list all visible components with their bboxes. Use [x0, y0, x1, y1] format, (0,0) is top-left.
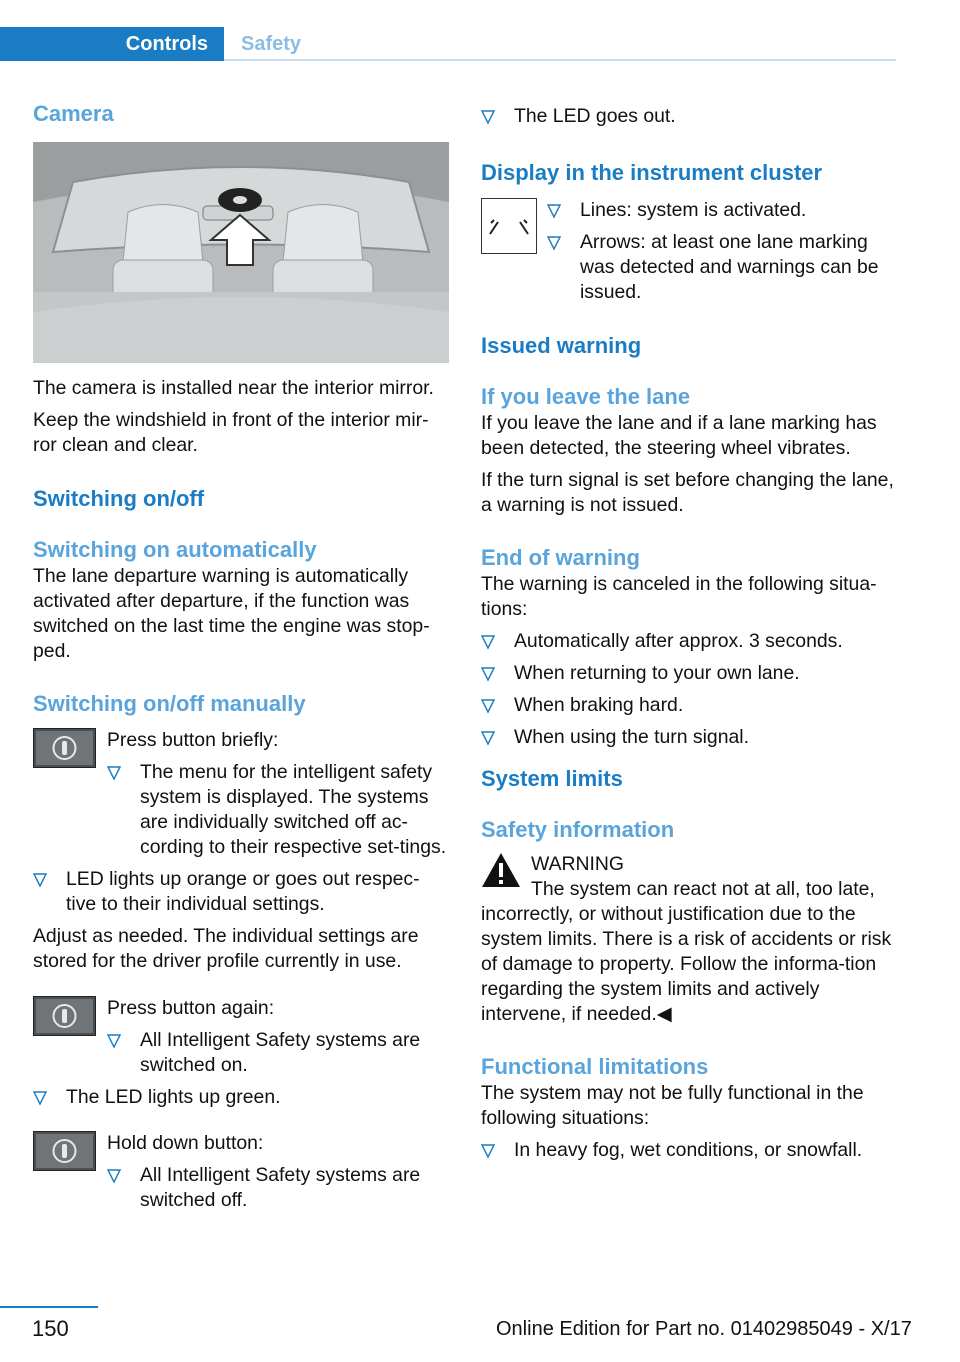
- tab-safety[interactable]: Safety: [241, 32, 302, 55]
- press-briefly-block: [33, 728, 449, 860]
- list-item: Arrows: at least one lane marking was detected and warnings can be issued.: [547, 230, 897, 305]
- triangle-bullet-icon: [481, 663, 495, 683]
- warning-label: WARNING: [531, 853, 624, 875]
- list-item: The LED lights up green.: [33, 1085, 449, 1110]
- edition-note: Online Edition for Part no. 01402985049 - X/17: [496, 1318, 912, 1340]
- list-item: All Intelligent Safety systems are switched off.: [107, 1163, 449, 1213]
- adjust-paragraph: Adjust as needed. The individual settings are stored for the driver profile currently in use.: [33, 925, 419, 972]
- display-list: [547, 198, 897, 305]
- tab-controls[interactable]: Controls: [0, 27, 224, 61]
- list-item: LED lights up orange or goes out respec-tive to their individual settings.: [33, 867, 449, 917]
- leave-paragraph-2: If the turn signal is set before changing the lane, a warning is not issued.: [481, 469, 894, 516]
- issued-heading: Issued warning: [481, 333, 642, 358]
- header-rule: [224, 59, 896, 61]
- list-item: All Intelligent Safety systems are switched on.: [107, 1028, 449, 1078]
- safety-button-icon: [33, 1131, 96, 1171]
- triangle-bullet-icon: [481, 106, 495, 126]
- list-item: Automatically after approx. 3 seconds.: [481, 629, 897, 654]
- auto-paragraph: The lane departure warning is automatically activated after departure, if the function was switched on the last time the engine was stop-ped.: [33, 565, 430, 662]
- leave-paragraph-1: If you leave the lane and if a lane marking has been detected, the steering wheel vibrates.: [481, 412, 877, 459]
- functional-list: [481, 1138, 897, 1163]
- list-item: In heavy fog, wet conditions, or snowfall.: [481, 1138, 897, 1163]
- led-green-list: [33, 1085, 449, 1110]
- list-item: When braking hard.: [481, 693, 897, 718]
- triangle-bullet-icon: [107, 1030, 121, 1050]
- press-again-list: [107, 1028, 449, 1078]
- manual-heading: Switching on/off manually: [33, 691, 306, 716]
- triangle-bullet-icon: [481, 727, 495, 747]
- end-list: [481, 629, 897, 750]
- camera-paragraph-1: The camera is installed near the interior mirror.: [33, 377, 434, 399]
- triangle-bullet-icon: [107, 762, 121, 782]
- camera-photo: [33, 142, 449, 363]
- display-heading: Display in the instrument cluster: [481, 160, 823, 185]
- triangle-bullet-icon: [481, 695, 495, 715]
- led-out-list: [481, 104, 897, 129]
- auto-heading: Switching on automatically: [33, 537, 317, 562]
- safety-button-icon: [33, 996, 96, 1036]
- triangle-bullet-icon: [107, 1165, 121, 1185]
- functional-paragraph: The system may not be fully functional in the following situations:: [481, 1082, 864, 1129]
- press-again-block: [33, 996, 449, 1078]
- safety-button-icon: [33, 728, 96, 768]
- warning-triangle-icon: [481, 852, 521, 888]
- list-item: The LED goes out.: [481, 104, 897, 129]
- camera-heading: Camera: [33, 101, 114, 126]
- triangle-bullet-icon: [481, 631, 495, 651]
- footer-rule: [0, 1306, 98, 1308]
- press-briefly-list: [107, 760, 449, 860]
- press-briefly-text: Press button briefly:: [107, 729, 279, 751]
- triangle-bullet-icon: [547, 200, 561, 220]
- list-item: The menu for the intelligent safety system is displayed. The systems are individually switched off ac-cording to their respective set-tings.: [107, 760, 449, 860]
- hold-down-block: [33, 1131, 449, 1213]
- leave-heading: If you leave the lane: [481, 384, 691, 409]
- end-heading: End of warning: [481, 545, 640, 570]
- list-item: When returning to your own lane.: [481, 661, 897, 686]
- right-column: [481, 100, 897, 1170]
- lane-indicator-icon: [481, 198, 537, 254]
- triangle-bullet-icon: [481, 1140, 495, 1160]
- press-again-text: Press button again:: [107, 997, 275, 1019]
- led-list: [33, 867, 449, 917]
- list-item: Lines: system is activated.: [547, 198, 897, 223]
- end-paragraph: The warning is canceled in the following situa-tions:: [481, 573, 877, 620]
- hold-down-text: Hold down button:: [107, 1132, 264, 1154]
- camera-paragraph-2: Keep the windshield in front of the interior mir-ror clean and clear.: [33, 409, 429, 456]
- hold-down-list: [107, 1163, 449, 1213]
- list-item: When using the turn signal.: [481, 725, 897, 750]
- warning-block: [481, 852, 897, 1027]
- triangle-bullet-icon: [547, 232, 561, 252]
- safety-heading: Safety information: [481, 817, 675, 842]
- left-column: [33, 100, 449, 1220]
- switching-heading: Switching on/off: [33, 486, 205, 511]
- functional-heading: Functional limitations: [481, 1054, 709, 1079]
- warning-text: The system can react not at all, too late, incorrectly, or without justification due to the system limits. There is a risk of accidents or risk of damage to property. Follow the informa-tion regarding the system limits and actively intervene, if needed.◀: [481, 878, 892, 1025]
- triangle-bullet-icon: [33, 1087, 47, 1107]
- chapter-tabs: [0, 27, 896, 61]
- limits-heading: System limits: [481, 766, 623, 791]
- triangle-bullet-icon: [33, 869, 47, 889]
- page-number: 150: [32, 1316, 69, 1341]
- display-block: [481, 198, 897, 305]
